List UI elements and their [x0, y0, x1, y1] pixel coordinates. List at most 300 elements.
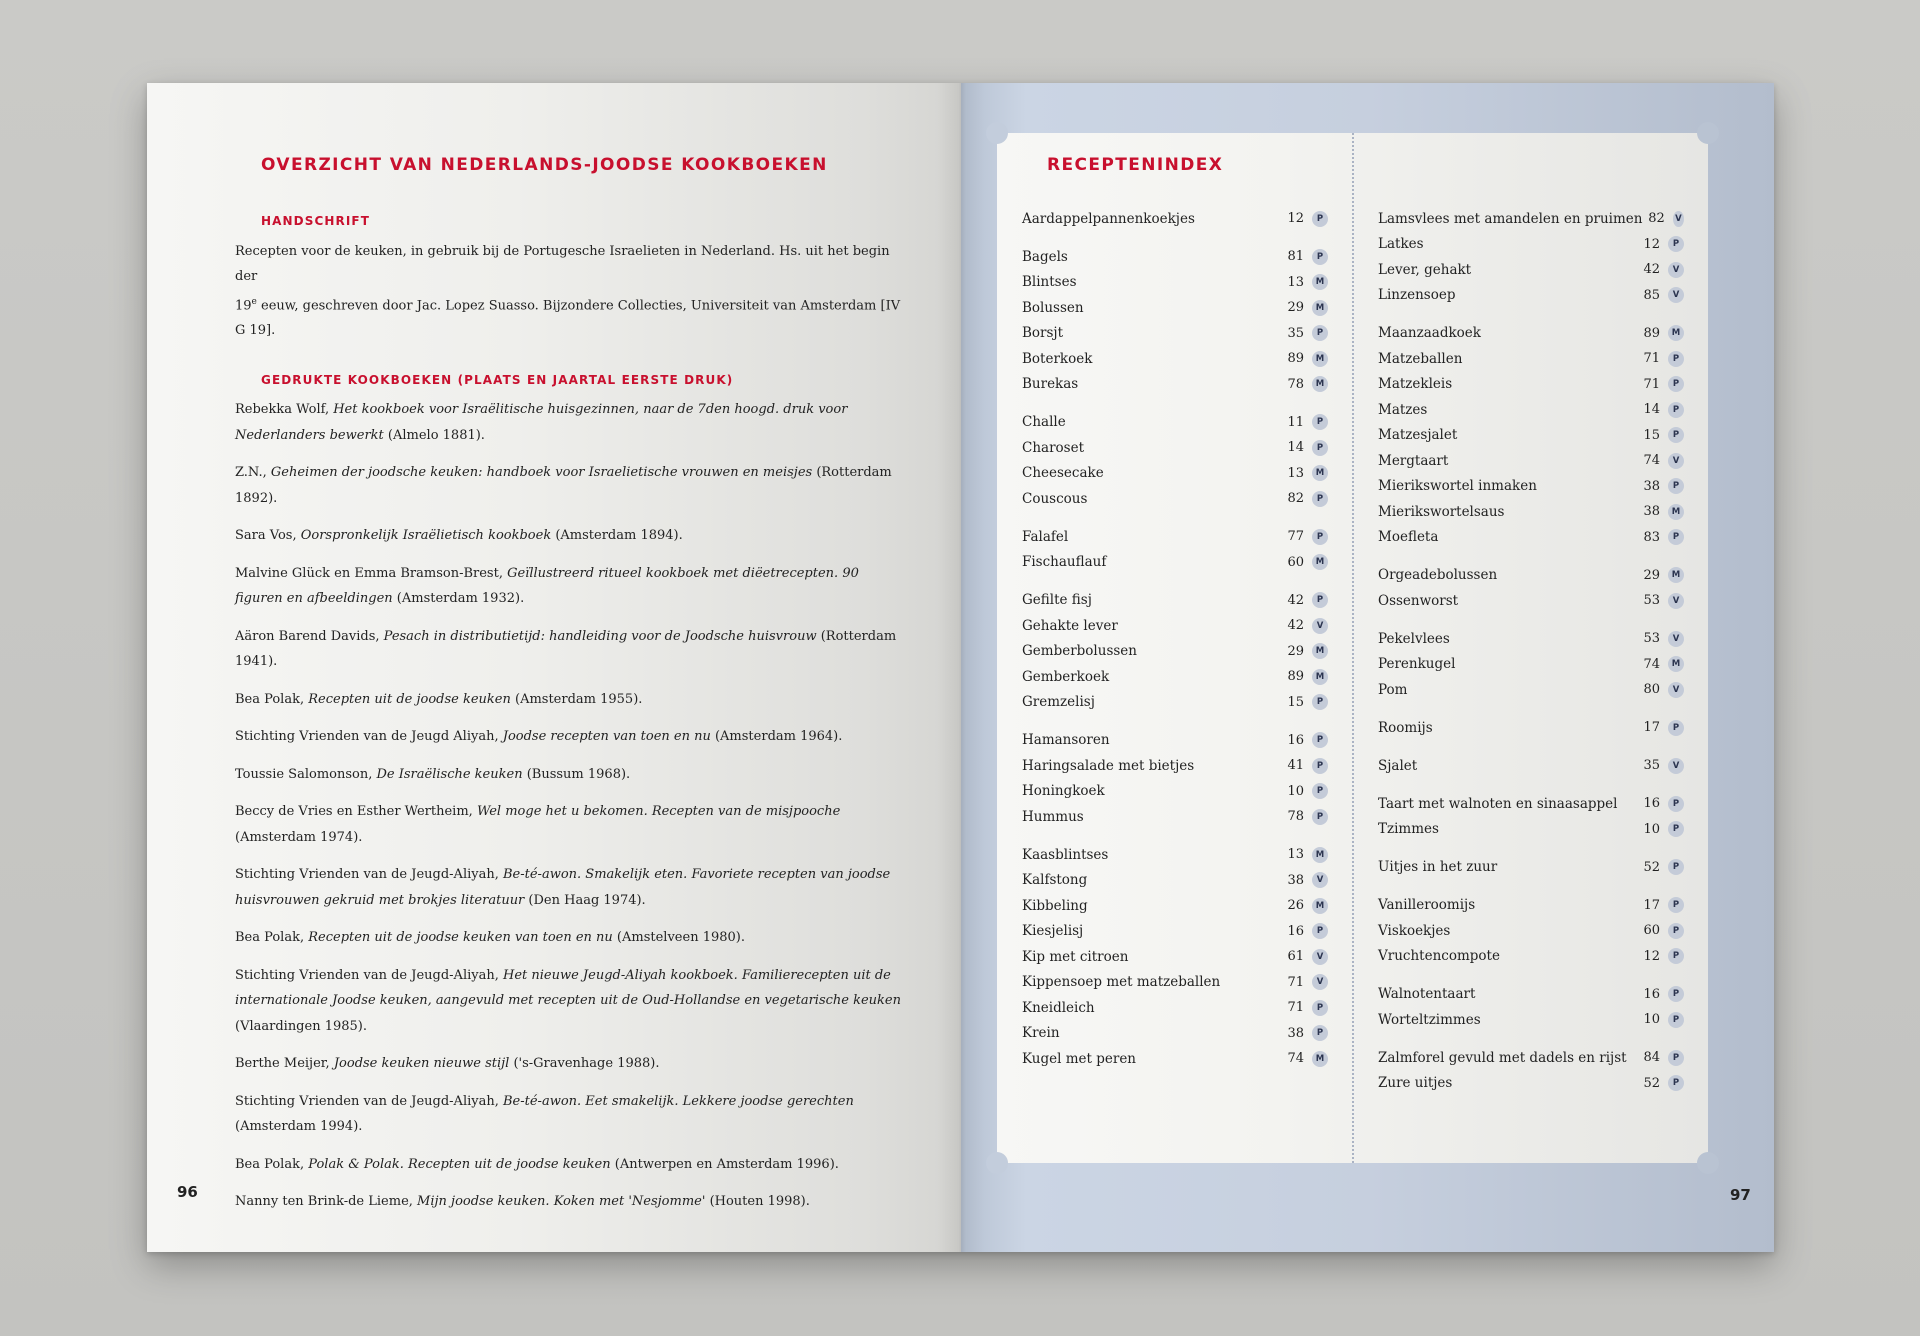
page-ref: 10 [1643, 1012, 1660, 1028]
category-badge: P [1668, 1075, 1684, 1091]
entry-publication: (Amsterdam 1955). [510, 691, 643, 707]
category-badge: P [1668, 859, 1684, 875]
entry-author: Stichting Vrienden van de Jeugd-Aliyah, [235, 967, 503, 983]
page-ref: 17 [1643, 897, 1660, 913]
index-entry [1022, 728, 1328, 754]
category-badge: M [1312, 300, 1328, 316]
entry-title: Be-té-awon. Eet smakelijk. Lekkere joodse gerechten [503, 1093, 854, 1109]
page-ref: 78 [1287, 376, 1304, 392]
category-badge: M [1312, 898, 1328, 914]
category-badge: P [1668, 236, 1684, 252]
manuscript-century-sup: e [251, 296, 257, 307]
entry-publication: (Rotterdam 1941). [235, 628, 897, 670]
recipe-name: Viskoekjes [1378, 922, 1451, 939]
index-entry [1378, 918, 1684, 944]
recipe-name: Mierikswortel inmaken [1378, 478, 1537, 495]
recipe-name: Borsjt [1022, 325, 1064, 342]
index-entry [1378, 563, 1684, 589]
bibliography-entry [235, 1189, 905, 1215]
recipe-name: Krein [1022, 1025, 1060, 1042]
entry-author: Nanny ten Brink-de Lieme, [235, 1194, 418, 1210]
page-ref: 38 [1643, 478, 1660, 494]
category-badge: P [1312, 529, 1328, 545]
page-ref: 15 [1643, 427, 1660, 443]
page-ref: 71 [1287, 974, 1304, 990]
entry-publication: (Houten 1998). [705, 1194, 810, 1210]
page-ref: 82 [1648, 211, 1665, 227]
bibliography-entry [235, 687, 905, 713]
entry-publication: (Den Haag 1974). [524, 892, 646, 908]
index-entry [1378, 982, 1684, 1008]
recipe-name: Kneidleich [1022, 999, 1095, 1016]
page-ref: 82 [1287, 491, 1304, 507]
index-entry [1022, 588, 1328, 614]
bibliography-entry [235, 523, 905, 549]
bibliography-entry [235, 460, 905, 511]
index-entry [1022, 893, 1328, 919]
index-entry [1378, 753, 1684, 779]
index-letter-group [1022, 728, 1328, 830]
category-badge: P [1312, 325, 1328, 341]
index-entry [1378, 448, 1684, 474]
category-badge: P [1312, 809, 1328, 825]
category-badge: P [1312, 592, 1328, 608]
index-entry [1022, 1046, 1328, 1072]
index-entry [1378, 321, 1684, 347]
index-entry [1022, 970, 1328, 996]
page-ref: 35 [1643, 758, 1660, 774]
spine-shadow [937, 83, 985, 1252]
category-badge: P [1668, 427, 1684, 443]
index-letter-group [1378, 982, 1684, 1033]
card-notch [1697, 1152, 1719, 1174]
entry-title: Het nieuwe Jeugd-Aliyah kookboek. Familierecepten uit de internationale Joodse keuken, aangevuld met recepten uit de Oud-Hollandse en vegetarische keuken [235, 967, 901, 1009]
section-title-gedrukt: GEDRUKTE KOOKBOEKEN (PLAATS EN JAARTAL EERSTE DRUK) [261, 372, 734, 387]
page-ref: 29 [1287, 643, 1304, 659]
index-entry [1378, 715, 1684, 741]
entry-author: Sara Vos, [235, 528, 301, 544]
category-badge: V [1312, 974, 1328, 990]
page-ref: 71 [1287, 1000, 1304, 1016]
page-ref: 74 [1287, 1051, 1304, 1067]
page-ref: 17 [1643, 720, 1660, 736]
index-entry [1378, 257, 1684, 283]
page-ref: 38 [1287, 872, 1304, 888]
index-entry [1022, 779, 1328, 805]
page-ref: 29 [1643, 567, 1660, 583]
entry-author: Bea Polak, [235, 930, 309, 946]
page-ref: 29 [1287, 300, 1304, 316]
recipe-name: Taart met walnoten en sinaasappel [1378, 795, 1618, 812]
entry-publication: (Amsterdam 1932). [392, 591, 525, 607]
recipe-name: Orgeadebolussen [1378, 567, 1498, 584]
index-entry [1378, 1007, 1684, 1033]
entry-author: Malvine Glück en Emma Bramson-Brest, [235, 565, 508, 581]
entry-title: Geïllustreerd ritueel kookboek met diëetrecepten. 90 figuren en afbeeldingen [235, 565, 859, 607]
recipe-name: Mierikswortelsaus [1378, 503, 1505, 520]
recipe-name: Charoset [1022, 439, 1084, 456]
recipe-name: Bagels [1022, 248, 1068, 265]
category-badge: M [1668, 656, 1684, 672]
entry-publication: (Vlaardingen 1985). [235, 1018, 367, 1034]
entry-author: Beccy de Vries en Esther Wertheim, [235, 804, 477, 820]
page-ref: 42 [1643, 262, 1660, 278]
recipe-name: Gemberkoek [1022, 668, 1110, 685]
entry-title: Pesach in distributietijd: handleiding voor de Joodsche huisvrouw [383, 628, 817, 644]
index-letter-group [1022, 524, 1328, 575]
page-ref: 12 [1643, 236, 1660, 252]
entry-author: Stichting Vrienden van de Jeugd Aliyah, [235, 729, 503, 745]
index-entry [1022, 919, 1328, 945]
recipe-name: Gremzelisj [1022, 694, 1095, 711]
entry-publication: (Amsterdam 1894). [551, 528, 683, 544]
page-ref: 53 [1643, 593, 1660, 609]
recipe-name: Linzensoep [1378, 287, 1456, 304]
entry-author: Stichting Vrienden van de Jeugd-Aliyah, [235, 1093, 503, 1109]
page-ref: 14 [1643, 402, 1660, 418]
index-entry [1022, 461, 1328, 487]
section-printed [235, 368, 905, 1215]
category-badge: P [1668, 720, 1684, 736]
page-ref: 74 [1643, 656, 1660, 672]
page-ref: 77 [1287, 529, 1304, 545]
recipe-name: Aardappelpannenkoekjes [1022, 210, 1195, 227]
index-letter-group [1022, 206, 1328, 232]
entry-title: Geheimen der joodsche keuken: handboek voor Israelietische vrouwen en meisjes [270, 465, 813, 481]
index-entry [1378, 626, 1684, 652]
category-badge: P [1668, 351, 1684, 367]
index-entry [1378, 791, 1684, 817]
recipe-name: Haringsalade met bietjes [1022, 757, 1195, 774]
category-badge: P [1668, 948, 1684, 964]
page-ref: 52 [1643, 859, 1660, 875]
page-ref: 13 [1287, 274, 1304, 290]
page-ref: 71 [1643, 351, 1660, 367]
page-number-left: 96 [177, 1183, 198, 1201]
index-entry [1022, 550, 1328, 576]
index-entry [1022, 804, 1328, 830]
entry-author: Rebekka Wolf, [235, 402, 334, 418]
category-badge: M [1312, 1051, 1328, 1067]
card-notch [986, 1152, 1008, 1174]
category-badge: V [1668, 631, 1684, 647]
entry-author: Bea Polak, [235, 1156, 309, 1172]
recipe-name: Ossenworst [1378, 592, 1459, 609]
page-ref: 60 [1287, 554, 1304, 570]
entry-author: Toussie Salomonson, [235, 766, 377, 782]
category-badge: V [1668, 453, 1684, 469]
recipe-name: Mergtaart [1378, 452, 1449, 469]
bibliography-entry [235, 624, 905, 675]
page-ref: 16 [1287, 923, 1304, 939]
category-badge: V [1668, 593, 1684, 609]
category-badge: P [1312, 758, 1328, 774]
page-ref: 71 [1643, 376, 1660, 392]
entry-title: Be-té-awon. Smakelijk eten. Favoriete recepten van joodse huisvrouwen gekruid met brokjes literatuur [235, 867, 891, 908]
recipe-name: Matzes [1378, 401, 1428, 418]
recipe-name: Maanzaadkoek [1378, 325, 1481, 342]
manuscript-line-1: Recepten voor de keuken, in gebruik bij de Portugesche Israelieten in Nederland. Hs. uit het begin der [235, 243, 890, 284]
bibliography-entry [235, 1089, 905, 1140]
page-ref: 16 [1643, 796, 1660, 812]
category-badge: V [1668, 682, 1684, 698]
category-badge: P [1668, 478, 1684, 494]
index-entry [1378, 283, 1684, 309]
category-badge: P [1312, 440, 1328, 456]
page-number-right: 97 [1730, 1186, 1751, 1204]
page-ref: 89 [1287, 351, 1304, 367]
recipe-name: Roomijs [1378, 719, 1433, 736]
index-entry [1378, 474, 1684, 500]
index-entry [1378, 1045, 1684, 1071]
index-entry [1022, 690, 1328, 716]
index-title: RECEPTENINDEX [1047, 155, 1224, 175]
recipe-name: Lever, gehakt [1378, 261, 1472, 278]
recipe-name: Matzesjalet [1378, 427, 1458, 444]
category-badge: P [1312, 414, 1328, 430]
category-badge: M [1312, 669, 1328, 685]
entry-title: Wel moge het u bekomen. Recepten van de misjpooche [476, 804, 841, 820]
recipe-name: Matzeballen [1378, 350, 1463, 367]
category-badge: M [1312, 643, 1328, 659]
index-letter-group [1022, 410, 1328, 512]
index-letter-group [1378, 715, 1684, 741]
entry-publication: (Almelo 1881). [383, 427, 485, 443]
category-badge: P [1668, 923, 1684, 939]
entry-title: Joodse recepten van toen en nu [502, 729, 711, 745]
index-column-right [1378, 206, 1684, 1109]
entry-title: Oorspronkelijk Israëlietisch kookboek [300, 528, 552, 544]
page-ref: 15 [1287, 694, 1304, 710]
page-ref: 41 [1287, 758, 1304, 774]
entry-title: Recepten uit de joodse keuken van toen en nu [308, 930, 613, 946]
page-ref: 26 [1287, 898, 1304, 914]
index-entry [1378, 944, 1684, 970]
category-badge: V [1312, 618, 1328, 634]
recipe-name: Tzimmes [1378, 821, 1439, 838]
category-badge: M [1668, 504, 1684, 520]
category-badge: P [1312, 1025, 1328, 1041]
index-entry [1022, 372, 1328, 398]
recipe-name: Burekas [1022, 376, 1079, 393]
page-ref: 85 [1643, 287, 1660, 303]
index-letter-group [1378, 791, 1684, 842]
index-entry [1022, 524, 1328, 550]
category-badge: P [1668, 986, 1684, 1002]
page-ref: 52 [1643, 1075, 1660, 1091]
index-entry [1022, 244, 1328, 270]
category-badge: M [1668, 325, 1684, 341]
index-entry [1022, 842, 1328, 868]
page-ref: 35 [1287, 325, 1304, 341]
recipe-name: Challe [1022, 414, 1066, 431]
index-entry [1378, 346, 1684, 372]
category-badge: P [1312, 694, 1328, 710]
index-entry [1378, 588, 1684, 614]
recipe-name: Matzekleis [1378, 376, 1453, 393]
recipe-name: Kugel met peren [1022, 1050, 1136, 1067]
index-letter-group [1378, 855, 1684, 881]
entry-author: Stichting Vrienden van de Jeugd-Aliyah, [235, 867, 503, 883]
page-ref: 16 [1643, 986, 1660, 1002]
entry-title: Recepten uit de joodse keuken [308, 691, 511, 707]
entry-publication: (Amsterdam 1994). [235, 1119, 363, 1135]
entry-publication: (Rotterdam 1892). [235, 465, 892, 506]
recipe-name: Vanilleroomijs [1378, 897, 1476, 914]
page-ref: 74 [1643, 453, 1660, 469]
category-badge: P [1668, 821, 1684, 837]
index-entry [1022, 295, 1328, 321]
recipe-name: Kaasblintses [1022, 846, 1109, 863]
page-ref: 11 [1287, 414, 1304, 430]
section-title-handschrift: HANDSCHRIFT [261, 214, 371, 228]
index-entry [1378, 397, 1684, 423]
page-ref: 83 [1643, 529, 1660, 545]
recipe-name: Sjalet [1378, 757, 1418, 774]
index-entry [1022, 639, 1328, 665]
entry-publication: (Bussum 1968). [522, 766, 631, 782]
index-entry [1022, 206, 1328, 232]
index-entry [1378, 817, 1684, 843]
recipe-name: Blintses [1022, 274, 1077, 291]
recipe-name: Walnotentaart [1378, 986, 1476, 1003]
entry-publication: (Amsterdam 1964). [710, 729, 843, 745]
column-divider [1352, 133, 1354, 1163]
page-ref: 42 [1287, 618, 1304, 634]
index-entry [1378, 893, 1684, 919]
recipe-name: Kibbeling [1022, 897, 1088, 914]
index-letter-group [1378, 1045, 1684, 1096]
bibliography-entry [235, 762, 905, 788]
left-page [147, 83, 961, 1252]
page-ref: 53 [1643, 631, 1660, 647]
category-badge: P [1312, 732, 1328, 748]
index-letter-group [1022, 842, 1328, 1072]
category-badge: M [1312, 274, 1328, 290]
page-ref: 84 [1643, 1050, 1660, 1066]
index-entry [1378, 499, 1684, 525]
page-ref: 12 [1287, 211, 1304, 227]
index-entry [1378, 652, 1684, 678]
index-entry [1378, 1071, 1684, 1097]
bibliography-entry [235, 925, 905, 951]
page-title: OVERZICHT VAN NEDERLANDS-JOODSE KOOKBOEKEN [261, 155, 828, 175]
index-letter-group [1378, 563, 1684, 614]
index-entry [1022, 1021, 1328, 1047]
index-letter-group [1022, 244, 1328, 397]
card-notch [1697, 122, 1719, 144]
index-entry [1022, 270, 1328, 296]
recipe-name: Fischauflauf [1022, 554, 1107, 571]
recipe-name: Honingkoek [1022, 783, 1105, 800]
index-entry [1378, 206, 1684, 232]
index-entry [1022, 944, 1328, 970]
category-badge: M [1312, 554, 1328, 570]
index-letter-group [1378, 753, 1684, 779]
index-entry [1022, 995, 1328, 1021]
recipe-name: Bolussen [1022, 299, 1084, 316]
index-entry [1022, 753, 1328, 779]
category-badge: P [1312, 923, 1328, 939]
page-ref: 60 [1643, 923, 1660, 939]
page-ref: 89 [1643, 325, 1660, 341]
index-entry [1022, 613, 1328, 639]
entry-author: Berthe Meijer, [235, 1056, 334, 1072]
entry-publication: (Amstelveen 1980). [612, 930, 745, 946]
index-entry [1022, 435, 1328, 461]
category-badge: M [1312, 465, 1328, 481]
page-ref: 10 [1643, 821, 1660, 837]
index-entry [1378, 855, 1684, 881]
bibliography-entry [235, 963, 905, 1040]
bibliography-entry [235, 862, 905, 913]
page-ref: 10 [1287, 783, 1304, 799]
index-entry [1022, 410, 1328, 436]
category-badge: P [1668, 897, 1684, 913]
right-page [961, 83, 1774, 1252]
recipe-name: Worteltzimmes [1378, 1011, 1481, 1028]
page-ref: 12 [1643, 948, 1660, 964]
page-ref: 61 [1287, 949, 1304, 965]
recipe-name: Cheesecake [1022, 465, 1104, 482]
recipe-name: Zure uitjes [1378, 1075, 1453, 1092]
recipe-name: Vruchtencompote [1378, 948, 1500, 965]
index-letter-group [1378, 321, 1684, 551]
recipe-name: Gemberbolussen [1022, 643, 1137, 660]
index-entry [1022, 321, 1328, 347]
recipe-name: Kip met citroen [1022, 948, 1129, 965]
category-badge: V [1312, 949, 1328, 965]
page-ref: 38 [1643, 504, 1660, 520]
recipe-name: Lamsvlees met amandelen en pruimen [1378, 210, 1643, 227]
category-badge: P [1312, 783, 1328, 799]
index-letter-group [1022, 588, 1328, 716]
page-ref: 16 [1287, 732, 1304, 748]
category-badge: M [1312, 376, 1328, 392]
index-entry [1378, 423, 1684, 449]
page-ref: 80 [1643, 682, 1660, 698]
entry-publication: (Amsterdam 1974). [235, 829, 363, 845]
category-badge: P [1312, 211, 1328, 227]
entry-title: Polak & Polak. Recepten uit de joodse keuken [308, 1156, 611, 1172]
category-badge: P [1668, 376, 1684, 392]
category-badge: P [1668, 529, 1684, 545]
card-notch [986, 122, 1008, 144]
category-badge: P [1312, 1000, 1328, 1016]
category-badge: M [1312, 847, 1328, 863]
index-entry [1022, 664, 1328, 690]
index-entry [1022, 868, 1328, 894]
bibliography-entry [235, 397, 905, 448]
entry-author: Bea Polak, [235, 691, 309, 707]
entry-author: Z.N., [235, 465, 271, 481]
category-badge: P [1312, 491, 1328, 507]
recipe-name: Kalfstong [1022, 872, 1088, 889]
index-column-left [1022, 206, 1328, 1084]
index-entry [1022, 346, 1328, 372]
page-ref: 42 [1287, 592, 1304, 608]
page-ref: 89 [1287, 669, 1304, 685]
entry-title: Joodse keuken nieuwe stijl [333, 1056, 510, 1072]
index-entry [1378, 525, 1684, 551]
recipe-name: Hummus [1022, 808, 1084, 825]
recipe-name: Gefilte fisj [1022, 592, 1092, 609]
index-entry [1378, 232, 1684, 258]
bibliography-entry [235, 799, 905, 850]
index-entry [1022, 486, 1328, 512]
entry-author: Aäron Barend Davids, [235, 628, 384, 644]
bibliography-entry [235, 561, 905, 612]
